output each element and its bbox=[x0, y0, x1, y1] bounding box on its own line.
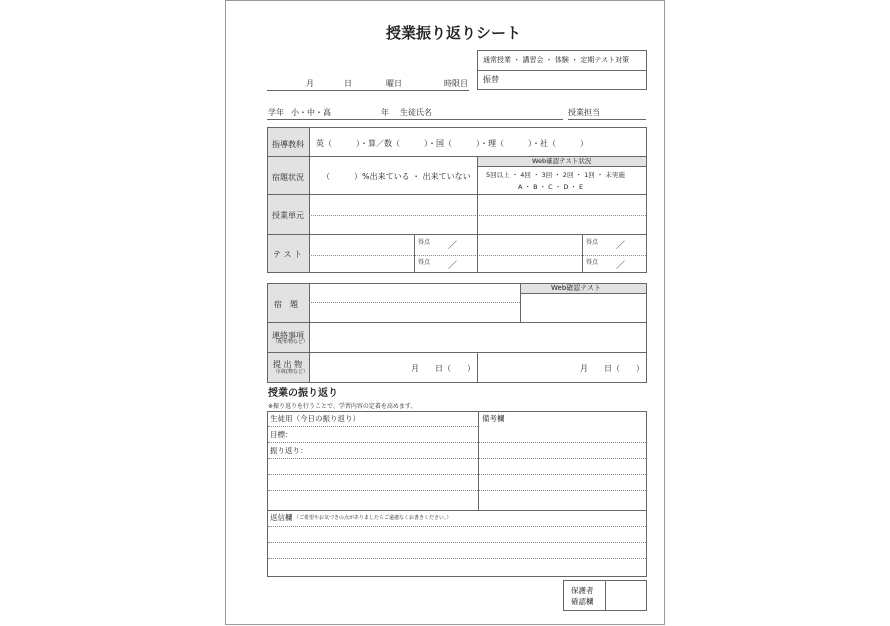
submission-label: 提 出 物 bbox=[273, 360, 303, 369]
period-label: 時限目 bbox=[444, 79, 468, 88]
test-score-label: 得点 bbox=[418, 239, 431, 246]
reply-label: 返信欄 bbox=[270, 513, 293, 522]
subjects-label: 指導教科 bbox=[272, 140, 304, 149]
test-score-label: 得点 bbox=[418, 259, 431, 266]
web-status-grades: A ・ B ・ C ・ D ・ E bbox=[518, 183, 584, 191]
homework-table bbox=[267, 283, 647, 383]
weekday-label: 曜日 bbox=[386, 79, 402, 88]
submission-date: 月 日（ ） bbox=[411, 364, 475, 373]
student-name-label: 生徒氏名 bbox=[400, 108, 432, 117]
reflection-table bbox=[267, 411, 647, 577]
homework-status-value: （ ）%出来ている ・ 出来ていない bbox=[322, 172, 471, 181]
grade-label: 学年 bbox=[268, 108, 284, 117]
teacher-underline bbox=[568, 119, 646, 120]
contact-label: 連絡事項 bbox=[272, 331, 304, 340]
date-underline bbox=[267, 90, 469, 91]
subjects-value: 英（ ）・算／数（ ）・国（ ）・理（ ）・社（ ） bbox=[316, 139, 588, 148]
class-type-box bbox=[477, 50, 647, 90]
remarks-label: 備考欄 bbox=[482, 414, 505, 423]
year-label: 年 bbox=[381, 108, 389, 117]
test-score-label: 得点 bbox=[586, 239, 599, 246]
review-sheet bbox=[225, 0, 665, 625]
homework-status-label: 宿題状況 bbox=[272, 173, 304, 182]
guardian-box bbox=[563, 580, 647, 611]
reflection-heading: 授業の振り返り bbox=[268, 388, 338, 399]
goal-label: 目標： bbox=[270, 430, 293, 439]
sheet-title: 授業振り返りシート bbox=[386, 24, 522, 42]
submission-date: 月 日（ ） bbox=[580, 364, 644, 373]
student-underline bbox=[267, 119, 563, 120]
substitute-label: 振替 bbox=[483, 75, 499, 84]
student-use-label: 生徒用（今日の振り返り） bbox=[270, 414, 360, 423]
guardian-line2: 確認欄 bbox=[571, 597, 594, 606]
web-status-header: Web確認テスト状況 bbox=[532, 157, 592, 165]
lesson-table bbox=[267, 127, 647, 273]
test-score-slash: ／ bbox=[616, 241, 626, 251]
class-type-options: 通常授業 ・ 講習会 ・ 体験 ・ 定期テスト対策 bbox=[483, 56, 630, 64]
web-status-counts: 5回以上 ・ 4回 ・ 3回 ・ 2回 ・ 1回 ・ 未実施 bbox=[486, 171, 625, 179]
reply-note: （ご希望やお気づきの点がありましたらご遠慮なくお書きください。） bbox=[294, 515, 452, 521]
homework-label: 宿 題 bbox=[274, 300, 298, 309]
test-label: テ ス ト bbox=[273, 250, 303, 259]
test-score-slash: ／ bbox=[448, 241, 458, 251]
test-score-slash: ／ bbox=[448, 261, 458, 271]
contact-sub: （配布物など） bbox=[273, 339, 309, 345]
reflection-note: ※振り返りを行うことで、学習内容の定着を高めます。 bbox=[268, 403, 417, 410]
unit-label: 授業単元 bbox=[272, 211, 304, 220]
guardian-line1: 保護者 bbox=[571, 586, 594, 595]
teacher-label: 授業担当 bbox=[568, 108, 600, 117]
school-levels: 小・中・高 bbox=[291, 108, 331, 117]
web-test-header: Web確認テスト bbox=[551, 284, 601, 292]
submission-sub: （回収物など） bbox=[273, 369, 309, 375]
test-score-label: 得点 bbox=[586, 259, 599, 266]
test-score-slash: ／ bbox=[616, 261, 626, 271]
day-label: 日 bbox=[344, 79, 352, 88]
month-label: 月 bbox=[306, 79, 314, 88]
look-back-label: 振り返り： bbox=[270, 446, 308, 455]
